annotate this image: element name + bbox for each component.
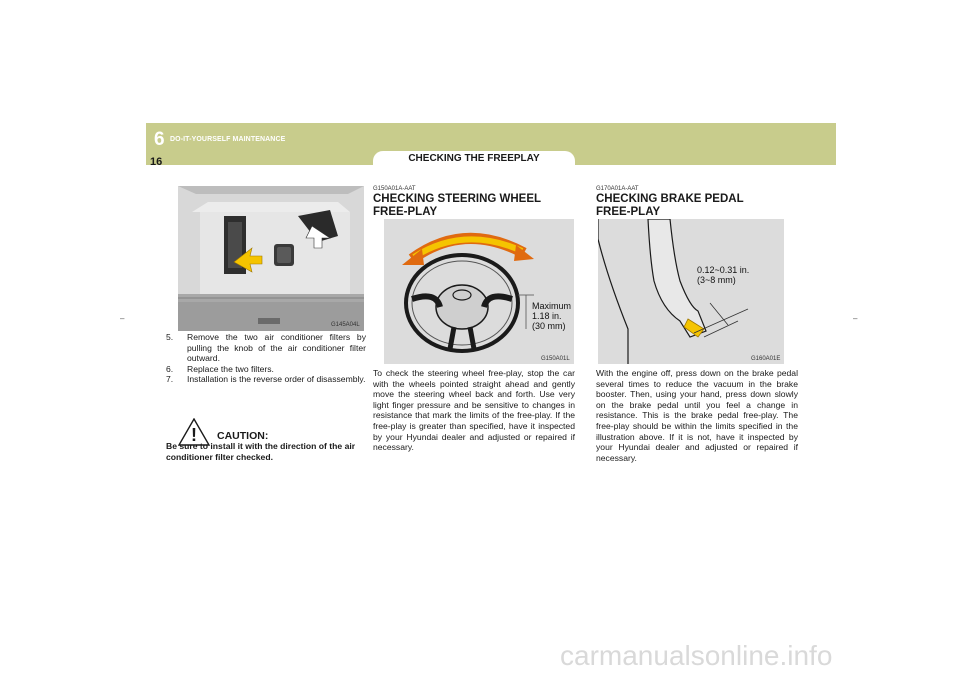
- section-tab-title: CHECKING THE FREEPLAY: [408, 153, 540, 164]
- figure-code: G150A01L: [541, 356, 570, 362]
- list-item: [166, 374, 366, 385]
- section-title-line: FREE-PLAY: [373, 205, 438, 218]
- section-title-line: CHECKING STEERING WHEEL: [373, 193, 542, 205]
- figure-label-line: 0.12~0.31 in.: [697, 265, 750, 275]
- step-number: 5.: [166, 332, 174, 342]
- glovebox-illustration: [178, 186, 364, 331]
- section-title-line: CHECKING BRAKE PEDAL: [596, 193, 744, 205]
- chapter-title: DO-IT-YOURSELF MAINTENANCE: [170, 136, 286, 143]
- caution-body: Be sure to install it with the direction of the air conditioner filter checked.: [166, 441, 356, 462]
- figure-label-line: Maximum: [532, 301, 572, 311]
- figure-label-line: (3~8 mm): [697, 275, 736, 285]
- steering-wheel-figure: [384, 219, 574, 364]
- crop-mark-right: –: [853, 314, 858, 323]
- glovebox-photo: [178, 186, 364, 331]
- section-title: [373, 193, 573, 218]
- page-number: 16: [150, 156, 163, 168]
- brake-pedal-figure: [598, 219, 784, 364]
- list-item: [166, 364, 366, 375]
- svg-text:!: !: [191, 425, 197, 445]
- step-list: [166, 332, 366, 385]
- section-code: G170A01A-AAT: [596, 186, 639, 192]
- section-title: [596, 193, 796, 218]
- steering-wheel-illustration: [384, 219, 574, 364]
- figure-label-line: (30 mm): [532, 321, 566, 331]
- section-body: With the engine off, press down on the brake pedal several times to reduce the vacuum in the brake booster. Then, using your hand, press down slowly on the brake pedal until you feel a change in resistance. This is the brake pedal free-play. The free-play should be within the limits specified in the illustration above. If it is not, have it inspected by your Hyundai dealer and adjusted or repaired if necessary.: [596, 368, 798, 463]
- step-text: Installation is the reverse order of disassembly.: [187, 374, 366, 385]
- step-text: Remove the two air conditioner filters by pulling the knob of the air conditioner filter outward.: [187, 332, 366, 364]
- step-number: 6.: [166, 363, 174, 374]
- steering-figure-label: [532, 301, 571, 331]
- section-title-line: FREE-PLAY: [596, 205, 661, 218]
- step-number: 7.: [166, 374, 174, 385]
- photo-code: G145A04L: [331, 322, 360, 328]
- crop-mark-left: –: [120, 314, 125, 323]
- caution-title: CAUTION:: [217, 430, 269, 442]
- step-text: Replace the two filters.: [187, 363, 274, 374]
- watermark: carmanualsonline.info: [560, 640, 833, 671]
- section-code: G150A01A-AAT: [373, 186, 416, 192]
- figure-code: G160A01E: [751, 356, 781, 362]
- list-item: [166, 332, 366, 364]
- brake-pedal-illustration: [598, 219, 784, 364]
- figure-label-line: 1.18 in.: [532, 311, 562, 321]
- brake-figure-label: [697, 265, 749, 285]
- section-body: To check the steering wheel free-play, stop the car with the wheels pointed straight ahead and gently move the steering wheel back and forth. Use very light finger pressure and be sensitive to changes in resistance that mark the limits of the free-play. If the free-play is greater than specified, have it inspected by your Hyundai dealer and adjusted or repaired if necessary.: [373, 368, 575, 453]
- chapter-number: 6: [154, 129, 165, 150]
